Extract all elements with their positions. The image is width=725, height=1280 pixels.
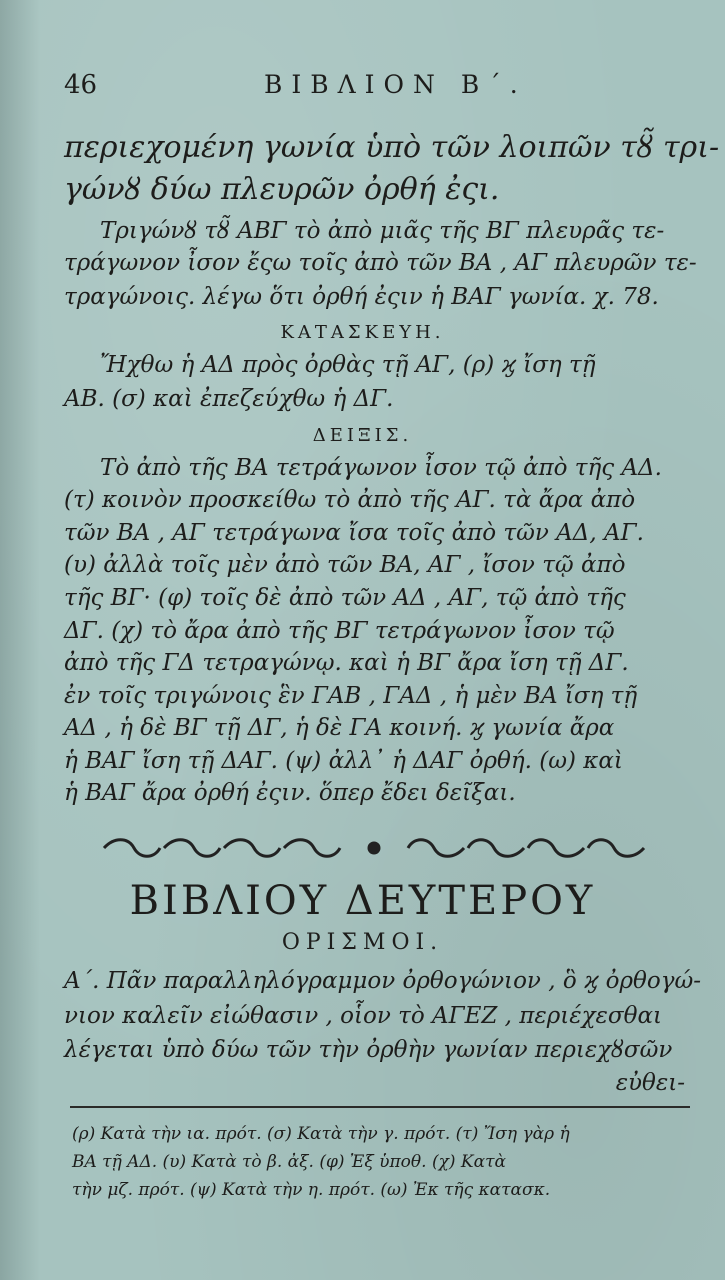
catchword: εὐθει- [615, 1070, 685, 1096]
text-line: (υ) ἀλλὰ τοῖς μὲν ἀπὸ τῶν ΒΑ, ΑΓ , ἴσον τῷ ἀπὸ [64, 552, 626, 578]
text-line: περιεχομένη γωνία ὑπὸ τῶν λοιπῶν τȣ̃ τρι- [64, 130, 720, 165]
text-line: ἀπὸ τῆς ΓΔ τετραγώνῳ. καὶ ἡ ΒΓ ἄρα ἴση τῇ ΔΓ. [64, 650, 629, 676]
text-line: ΔΓ. (χ) τὸ ἄρα ἀπὸ τῆς ΒΓ τετράγωνον ἶσον τῷ [64, 618, 615, 644]
text-line: Ἤχθω ἡ ΑΔ πρὸς ὀρθὰς τῇ ΑΓ, (ρ) ϗ ἴση τῇ [100, 352, 596, 378]
running-head [64, 70, 661, 104]
footnote-line: (ρ) Κατὰ τὴν ια. πρότ. (σ) Κατὰ τὴν γ. πρότ. (τ) Ἴση γὰρ ἡ [72, 1124, 570, 1144]
section-heading-construction: ΚΑΤΑΣΚΕΥΗ. [280, 322, 445, 343]
text-line: τῆς ΒΓ· (φ) τοῖς δὲ ἀπὸ τῶν ΑΔ , ΑΓ, τῷ ἀπὸ τῆς [64, 585, 626, 611]
book-heading: ΒΙΒΛΙΟΥ ΔΕΥΤΕΡΟΥ [129, 878, 596, 924]
text-line: τραγώνοις. λέγω ὅτι ὀρθή ἐςιν ἡ ΒΑΓ γωνία. χ. 78. [64, 284, 659, 310]
running-title: ΒΙΒΛΙΟΝ Β΄. [264, 70, 527, 99]
text-line: γώνȣ δύω πλευρῶν ὀρθή ἐςι. [64, 172, 500, 207]
text-line: ἐν τοῖς τριγώνοις ἓν ΓΑΒ , ΓΑΔ , ἡ μὲν ΒΑ ἴση τῇ [64, 683, 638, 709]
text-line: τράγωνον ἶσον ἔςω τοῖς ἀπὸ τῶν ΒΑ , ΑΓ πλευρῶν τε- [64, 250, 697, 276]
text-line: ΑΒ. (σ) καὶ ἐπεζεύχθω ἡ ΔΓ. [64, 386, 394, 412]
definition-line: λέγεται ὑπὸ δύω τῶν τὴν ὀρθὴν γωνίαν περιεχȣσῶν [64, 1037, 673, 1063]
text-line: ἡ ΒΑΓ ἴση τῇ ΔΑΓ. (ψ) ἀλλ᾽ ἡ ΔΑΓ ὀρθή. (ω) καὶ [64, 748, 623, 774]
definition-line: νιον καλεῖν εἰώθασιν , οἷον τὸ ΑΓΕΖ , περιέχεσθαι [64, 1003, 662, 1029]
text-line: ἡ ΒΑΓ ἄρα ὀρθή ἐςιν. ὅπερ ἔδει δεῖξαι. [64, 780, 516, 806]
page-number: 46 [64, 70, 98, 100]
footnote-line: τὴν μζ. πρότ. (ψ) Κατὰ τὴν η. πρότ. (ω) Ἐκ τῆς κατασκ. [72, 1180, 551, 1200]
section-heading-proof: ΔΕΙΞΙΣ. [312, 425, 413, 446]
footnote-line: ΒΑ τῇ ΑΔ. (υ) Κατὰ τὸ β. ἀξ. (φ) Ἐξ ὑποθ. (χ) Κατὰ [72, 1152, 506, 1172]
text-line: Τὸ ἀπὸ τῆς ΒΑ τετράγωνον ἶσον τῷ ἀπὸ τῆς ΑΔ. [100, 455, 662, 481]
text-line: (τ) κοινὸν προσκείθω τὸ ἀπὸ τῆς ΑΓ. τὰ ἄρα ἀπὸ [64, 487, 636, 513]
ornament-band [100, 835, 648, 861]
text-line: Τριγώνȣ τȣ̃ ΑΒΓ τὸ ἀπὸ μιᾶς τῆς ΒΓ πλευρᾶς τε- [100, 218, 665, 244]
definitions-heading: ΟΡΙΣΜΟΙ. [281, 930, 444, 955]
spine-shadow [0, 0, 40, 1280]
text-line: τῶν ΒΑ , ΑΓ τετράγωνα ἴσα τοῖς ἀπὸ τῶν ΑΔ, ΑΓ. [64, 520, 644, 546]
text-line: ΑΔ , ἡ δὲ ΒΓ τῇ ΔΓ, ἡ δὲ ΓΑ κοινή. ϗ γωνία ἄρα [64, 715, 615, 741]
definition-line: Α΄. Πᾶν παραλληλόγραμμον ὀρθογώνιον , ὃ ϗ ὀρθογώ- [64, 968, 701, 994]
footnote-rule [70, 1106, 690, 1108]
